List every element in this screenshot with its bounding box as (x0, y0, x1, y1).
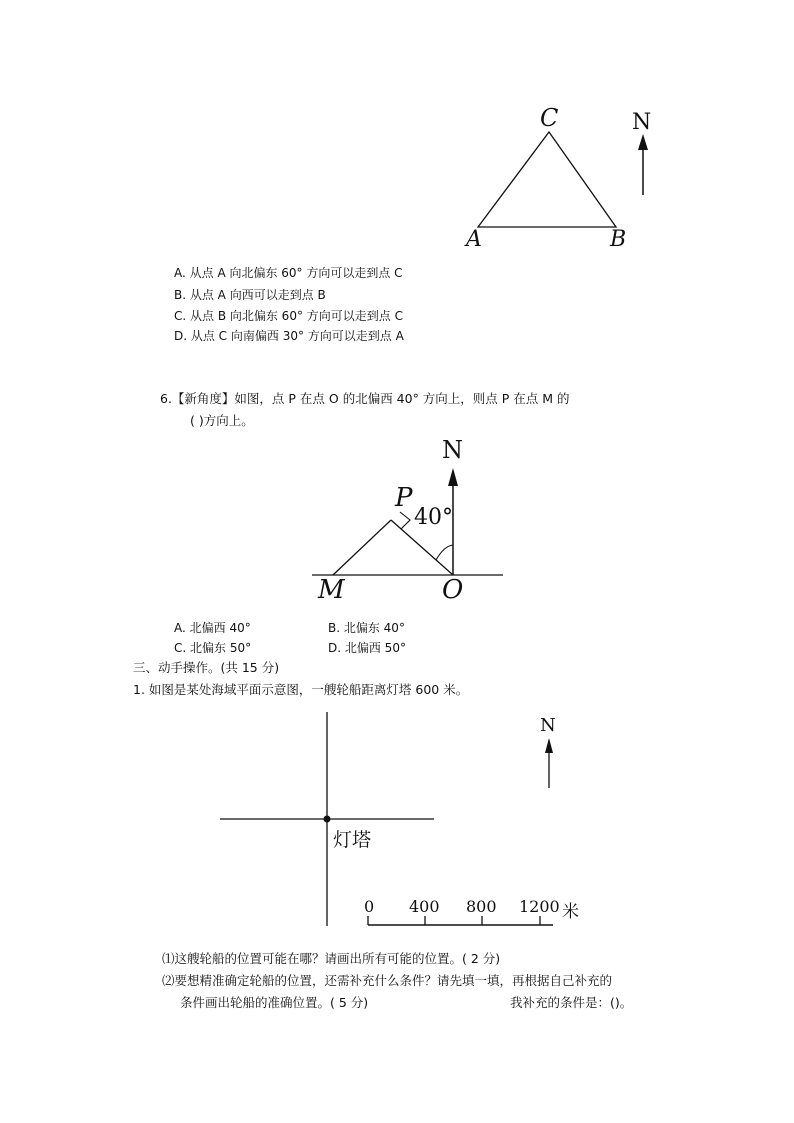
lighthouse-label: 灯塔 (333, 829, 372, 851)
point-p-label: P (395, 483, 413, 513)
section3-q1-stem: 1. 如图是某处海域平面示意图，一艘轮船距离灯塔 600 米。 (133, 682, 469, 697)
q6-north-label: N (442, 436, 463, 464)
q6-stem-line2: ( )方向上。 (190, 413, 254, 428)
point-o-label: O (442, 575, 464, 605)
q5-option-b: B. 从点 A 向西可以走到点 B (174, 288, 326, 302)
north-label: N (632, 110, 652, 135)
scale-unit-label: 米 (562, 902, 579, 922)
q6-option-c: C. 北偏东 50° (174, 641, 252, 655)
map-north-arrow-head (545, 738, 553, 753)
section3-sub2-line2: 条件画出轮船的准确位置。( 5 分) (180, 995, 369, 1010)
map-north-label: N (540, 715, 556, 736)
q6-option-a: A. 北偏西 40° (174, 621, 251, 635)
angle-40-label: 40° (414, 505, 453, 530)
vertex-a-label: A (466, 227, 482, 252)
q6-option-d: D. 北偏西 50° (328, 641, 406, 655)
section3-sub2-line1: ⑵要想精准确定轮船的位置，还需补充什么条件？请先填一填，再根据自己补充的 (162, 973, 613, 988)
section3-sub2-fill: 我补充的条件是：()。 (510, 995, 633, 1010)
section3-sub1: ⑴这艘轮船的位置可能在哪？请画出所有可能的位置。( 2 分) (162, 951, 501, 966)
q5-option-a: A. 从点 A 向北偏东 60° 方向可以走到点 C (174, 266, 403, 280)
lighthouse-dot (324, 816, 331, 823)
vertex-c-label: C (540, 104, 559, 132)
q6-stem-line1: 6.【新角度】如图，点 P 在点 O 的北偏西 40° 方向上，则点 P 在点 M 的 (160, 391, 570, 406)
q5-option-c: C. 从点 B 向北偏东 60° 方向可以走到点 C (174, 309, 403, 323)
scale-label-800: 800 (466, 897, 497, 916)
scale-label-400: 400 (409, 897, 440, 916)
section3-heading: 三、动手操作。(共 15 分) (133, 660, 280, 675)
scale-label-0: 0 (364, 897, 375, 916)
q6-option-b: B. 北偏东 40° (328, 621, 405, 635)
scale-label-1200: 1200 (519, 897, 560, 916)
q5-option-d: D. 从点 C 向南偏西 30° 方向可以走到点 A (174, 329, 404, 343)
vertex-b-label: B (610, 227, 627, 252)
point-m-label: M (318, 575, 345, 605)
